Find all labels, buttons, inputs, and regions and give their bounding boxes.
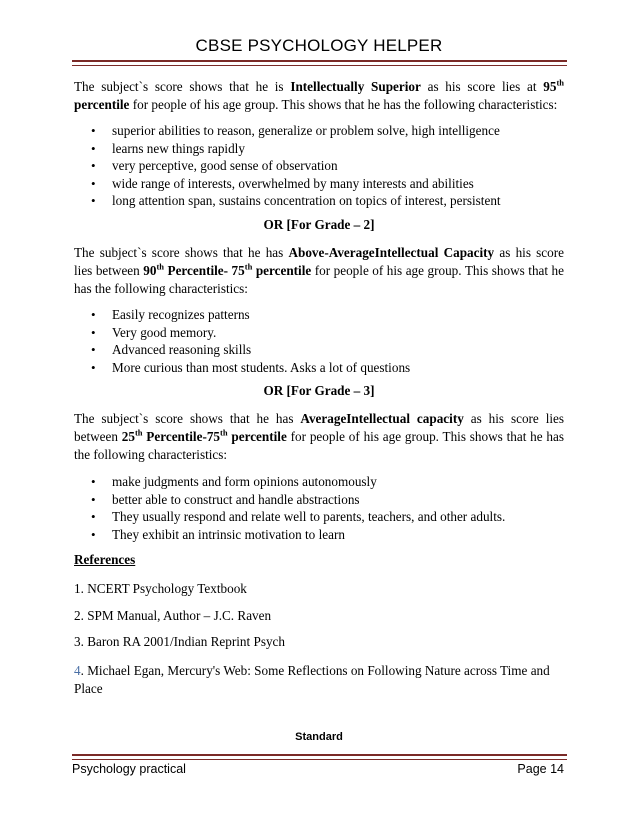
footer-left-text: Psychology practical: [72, 762, 186, 776]
bullet-list-superior: [74, 122, 564, 210]
text-run: The subject`s score shows that he has: [74, 411, 301, 426]
list-item: • better able to construct and handle abstractions: [74, 491, 564, 509]
text-run: The subject`s score shows that he is: [74, 79, 291, 94]
section-average: [74, 410, 564, 464]
list-item: • make judgments and form opinions autonomously: [74, 473, 564, 491]
ordinal-suffix: th: [556, 77, 565, 88]
reference-text: 2. SPM Manual, Author – J.C. Raven: [74, 608, 272, 623]
bullet-list-average: [74, 473, 564, 543]
percentile-word: Percentile-75: [142, 429, 221, 444]
reference-text: 3. Baron RA 2001/Indian Reprint Psych: [74, 634, 285, 649]
classification-label: AverageIntellectual capacity: [300, 411, 464, 426]
text-run: as his score lies at: [420, 79, 544, 94]
text-run: . Michael Egan, Mercury's Web: Some Reflections on Following Nature across Time and Place: [74, 663, 550, 696]
or-grade-3-heading: OR [For Grade – 3]: [263, 383, 375, 398]
reference-text: [74, 662, 564, 698]
text-run: as his score lies between: [74, 411, 565, 444]
section-superior: [74, 78, 564, 114]
classification-label: Above-AverageIntellectual Capacity: [288, 245, 495, 260]
percentile-number: 95: [543, 79, 557, 94]
ordinal-suffix: th: [220, 427, 228, 438]
reference-item-1: [74, 580, 564, 598]
ordinal-suffix: th: [156, 261, 165, 272]
list-item: • very perceptive, good sense of observation: [74, 157, 564, 175]
text-run: The subject`s score shows that he has: [74, 245, 289, 260]
paragraph-average: [74, 410, 564, 464]
percentile-word: percentile: [74, 97, 130, 112]
reference-item-3: [74, 633, 564, 651]
percentile-word: percentile: [252, 263, 312, 278]
page-header-title: CBSE PSYCHOLOGY HELPER: [195, 36, 443, 55]
paragraph-above-average: [74, 244, 564, 298]
text-run: for people of his age group. This shows that he has the following characteristics:: [74, 263, 565, 296]
percentile-word: percentile: [227, 429, 287, 444]
references-heading: References: [74, 552, 136, 567]
bullet-list-above-average: [74, 306, 564, 376]
page-number: Page 14: [517, 762, 564, 776]
text-run: for people of his age group. This shows that he has the following characteristics:: [129, 97, 558, 112]
list-item: • They exhibit an intrinsic motivation to learn: [74, 526, 564, 544]
footer-standard-label: Standard: [295, 731, 343, 743]
text-run: for people of his age group. This shows that he has the following characteristics:: [74, 429, 565, 462]
list-item: • superior abilities to reason, generalize or problem solve, high intelligence: [74, 122, 564, 140]
reference-item-4: [74, 662, 564, 698]
list-item: • long attention span, sustains concentration on topics of interest, persistent: [74, 192, 564, 210]
text-run: as his score lies between: [74, 245, 564, 278]
percentile-range: [122, 429, 287, 444]
classification-label: Intellectually Superior: [290, 79, 421, 94]
ordinal-suffix: th: [244, 261, 253, 272]
list-item: • wide range of interests, overwhelmed by many interests and abilities: [74, 175, 564, 193]
or-grade-2-container: [74, 216, 564, 234]
reference-number: 4: [74, 663, 81, 678]
list-item: • Advanced reasoning skills: [74, 341, 564, 359]
percentile-range: [143, 263, 311, 278]
or-grade-3-container: [74, 382, 564, 400]
percentile-number: 90: [143, 263, 157, 278]
list-item: • learns new things rapidly: [74, 140, 564, 158]
references-section: [74, 551, 564, 569]
list-item: • They usually respond and relate well to parents, teachers, and other adults.: [74, 508, 564, 526]
list-item: • Very good memory.: [74, 324, 564, 342]
list-item: • More curious than most students. Asks a lot of questions: [74, 359, 564, 377]
section-above-average: [74, 244, 564, 298]
reference-item-2: [74, 607, 564, 625]
paragraph-superior: [74, 78, 564, 114]
ordinal-suffix: th: [134, 427, 143, 438]
percentile-number: 25: [121, 429, 135, 444]
reference-text: 1. NCERT Psychology Textbook: [74, 581, 247, 596]
header-rule: [72, 60, 567, 66]
list-item: • Easily recognizes patterns: [74, 306, 564, 324]
percentile-word: Percentile- 75: [164, 263, 245, 278]
or-grade-2-heading: OR [For Grade – 2]: [263, 217, 375, 232]
footer-rule: [72, 754, 567, 760]
